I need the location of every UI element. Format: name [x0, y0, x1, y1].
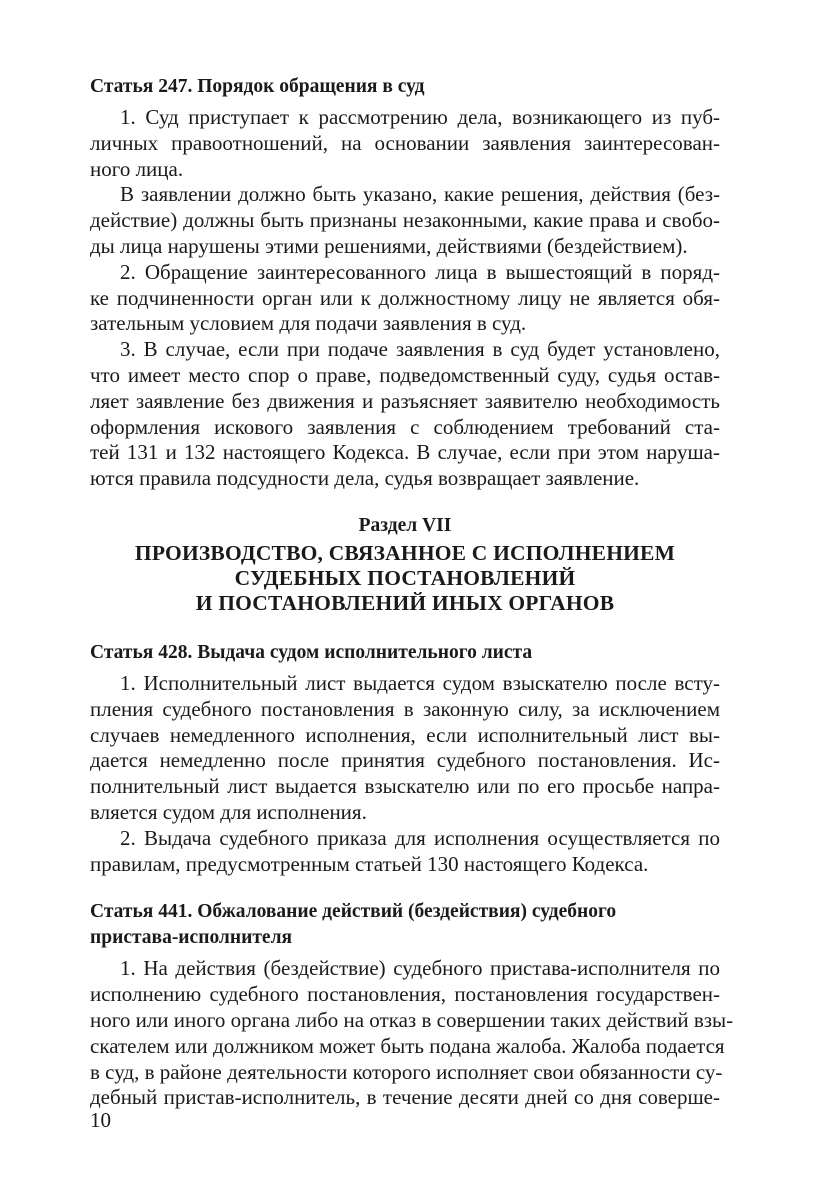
- article-247: [90, 74, 720, 492]
- text-line: личных правоотношений, на основании заявления заинтересован-: [90, 130, 720, 155]
- text-line: вляется судом для исполнения.: [90, 799, 367, 824]
- text-line: оформления искового заявления с соблюдением требований ста-: [90, 414, 720, 439]
- section-title-line: ПРОИЗВОДСТВО, СВЯЗАННОЕ С ИСПОЛНЕНИЕМ: [134, 540, 676, 565]
- article-body: [90, 956, 734, 1111]
- section-title-line: СУДЕБНЫХ ПОСТАНОВЛЕНИЙ: [234, 565, 576, 590]
- text-line: 1. Исполнительный лист выдается судом взыскателю после всту-: [120, 670, 720, 695]
- text-line: ке подчиненности орган или к должностному лицу не является обя-: [90, 285, 720, 310]
- text-line: полнительный лист выдается взыскателю или по его просьбе напра-: [90, 774, 720, 799]
- text-line: действие) должны быть признаны незаконными, какие права и свобо-: [90, 208, 720, 233]
- text-line: в суд, в районе деятельности которого исполняет свои обязанности су-: [90, 1059, 723, 1084]
- text-line: ляет заявление без движения и разъясняет заявителю необходимость: [90, 388, 720, 413]
- text-line: случаев немедленного исполнения, если исполнительный лист вы-: [90, 722, 720, 747]
- text-line: В заявлении должно быть указано, какие решения, действия (без-: [120, 182, 720, 207]
- text-line: 2. Выдача судебного приказа для исполнения осуществляется по: [120, 825, 720, 850]
- text-line: 1. Суд приступает к рассмотрению дела, возникающего из пуб-: [120, 105, 720, 129]
- section-title-line: И ПОСТАНОВЛЕНИЙ ИНЫХ ОРГАНОВ: [195, 590, 615, 615]
- article-title: Статья 247. Порядок обращения в суд: [90, 76, 425, 97]
- article-441: [90, 899, 734, 1111]
- article-428: [90, 640, 720, 877]
- text-line: что имеет место спор о праве, подведомственный суду, судья остав-: [90, 362, 720, 387]
- article-title-line: Статья 441. Обжалование действий (бездействия) судебного: [90, 901, 617, 923]
- article-body: [90, 671, 720, 877]
- text-line: ются правила подсудности дела, судья возвращает заявление.: [90, 466, 640, 491]
- text-line: 3. В случае, если при подаче заявления в суд будет установлено,: [120, 337, 720, 362]
- text-line: ды лица нарушены этими решениями, действиями (бездействием).: [90, 233, 688, 258]
- text-line: дебный пристав-исполнитель, в течение десяти дней со дня соверше-: [90, 1085, 720, 1110]
- text-line: скателем или должником может быть подана жалоба. Жалоба подается: [90, 1033, 725, 1058]
- text-line: пления судебного постановления в законную силу, за исключением: [90, 696, 720, 721]
- text-line: ного или иного органа либо на отказ в совершении таких действий взы-: [90, 1007, 734, 1032]
- article-title: Статья 428. Выдача судом исполнительного листа: [90, 641, 533, 663]
- text-line: правилам, предусмотренным статьей 130 настоящего Кодекса.: [90, 851, 649, 876]
- page-content: [90, 74, 734, 1111]
- text-line: 1. На действия (бездействие) судебного пристава-исполнителя по: [120, 956, 720, 981]
- text-line: ного лица.: [90, 156, 184, 181]
- section-number: Раздел VII: [358, 514, 452, 536]
- page-number: 10: [90, 1108, 111, 1132]
- text-line: тей 131 и 132 настоящего Кодекса. В случае, если при этом наруша-: [90, 440, 720, 465]
- article-body: [90, 105, 720, 492]
- text-line: зательным условием для подачи заявления в суд.: [90, 311, 527, 336]
- article-title-line: пристава-исполнителя: [90, 927, 293, 949]
- text-line: исполнению судебного постановления, постановления государствен-: [90, 982, 720, 1007]
- section-heading: [90, 513, 720, 616]
- text-line: 2. Обращение заинтересованного лица в вышестоящий в поряд-: [120, 259, 720, 284]
- text-line: дается немедленно после принятия судебного постановления. Ис-: [90, 748, 720, 773]
